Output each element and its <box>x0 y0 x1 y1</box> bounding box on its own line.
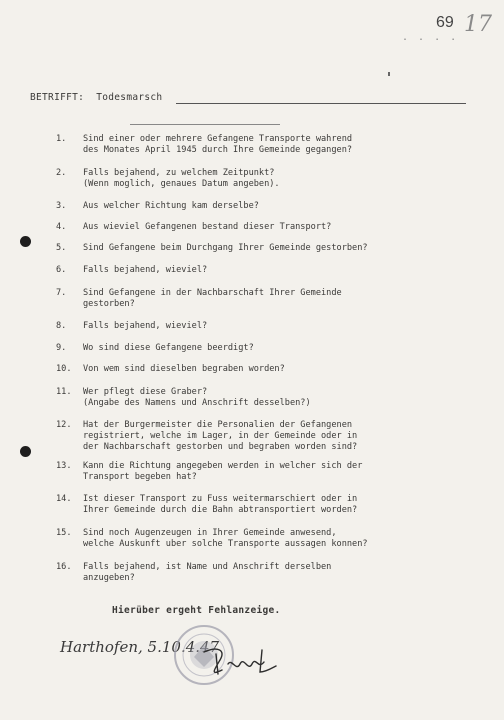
question-item <box>56 288 446 310</box>
place-date-handwritten: Harthofen, 5.10.4.47 <box>60 638 220 656</box>
question-number: 6. <box>56 265 67 275</box>
question-number: 3. <box>56 201 67 211</box>
question-text: Von wem sind dieselben begraben worden? <box>83 364 285 374</box>
question-number: 1. <box>56 134 67 144</box>
punch-hole-icon <box>20 446 31 457</box>
question-item <box>56 201 446 212</box>
question-number: 7. <box>56 288 67 298</box>
question-text: Kann die Richtung angegeben werden in welcher sich der Transport begeben hat? <box>83 461 363 482</box>
question-item <box>56 562 446 584</box>
question-number: 10. <box>56 364 72 374</box>
question-item <box>56 387 446 409</box>
question-text: Aus welcher Richtung kam derselbe? <box>83 201 259 211</box>
question-text: Falls bejahend, zu welchem Zeitpunkt? (Wenn moglich, genaues Datum angeben). <box>83 168 280 189</box>
subject-underline <box>176 103 466 104</box>
question-number: 8. <box>56 321 67 331</box>
closing-statement: Hierüber ergeht Fehlanzeige. <box>112 605 281 616</box>
question-text: Hat der Burgermeister die Personalien der Gefangenen registriert, welche im Lager, in der Gemeinde oder in der Nachbarschaft gestorben und begraben worden sind? <box>83 420 358 452</box>
question-text: Ist dieser Transport zu Fuss weitermarschiert oder in Ihrer Gemeinde durch die Bahn abtransportiert worden? <box>83 494 358 515</box>
speck-mark <box>388 72 390 76</box>
page-number: 69 <box>436 14 454 31</box>
question-number: 4. <box>56 222 67 232</box>
question-number: 14. <box>56 494 72 504</box>
faint-marks: . . . . <box>402 32 459 43</box>
question-item <box>56 420 446 453</box>
question-number: 16. <box>56 562 72 572</box>
separator-line <box>130 124 280 125</box>
question-text: Sind Gefangene beim Durchgang Ihrer Gemeinde gestorben? <box>83 243 368 253</box>
question-text: Sind einer oder mehrere Gefangene Transporte wahrend des Monates April 1945 durch Ihre Gemeinde gegangen? <box>83 134 353 155</box>
subject-text: Todesmarsch <box>96 92 163 103</box>
question-item <box>56 168 446 190</box>
question-number: 2. <box>56 168 67 178</box>
question-number: 15. <box>56 528 72 538</box>
question-number: 13. <box>56 461 72 471</box>
question-item <box>56 461 446 483</box>
question-text: Falls bejahend, ist Name und Anschrift derselben anzugeben? <box>83 562 332 583</box>
question-text: Sind Gefangene in der Nachbarschaft Ihrer Gemeinde gestorben? <box>83 288 342 309</box>
question-item <box>56 343 446 354</box>
subject-line <box>30 92 162 103</box>
handwritten-page-number: 17 <box>464 12 492 37</box>
question-item <box>56 364 446 375</box>
question-text: Sind noch Augenzeugen in Ihrer Gemeinde anwesend, welche Auskunft uber solche Transporte aussagen konnen? <box>83 528 368 549</box>
question-text: Wer pflegt diese Graber? (Angabe des Namens und Anschrift desselben?) <box>83 387 311 408</box>
question-number: 11. <box>56 387 72 397</box>
subject-label: BETRIFFT: <box>30 92 85 103</box>
question-item <box>56 321 446 332</box>
question-text: Falls bejahend, wieviel? <box>83 321 208 331</box>
question-item <box>56 222 446 233</box>
question-number: 12. <box>56 420 72 430</box>
question-item <box>56 265 446 276</box>
question-number: 9. <box>56 343 67 353</box>
question-item <box>56 243 446 254</box>
question-item <box>56 528 446 550</box>
question-item <box>56 134 446 156</box>
question-number: 5. <box>56 243 67 253</box>
question-item <box>56 494 446 516</box>
punch-hole-icon <box>20 236 31 247</box>
question-text: Aus wieviel Gefangenen bestand dieser Transport? <box>83 222 332 232</box>
question-text: Falls bejahend, wieviel? <box>83 265 208 275</box>
question-text: Wo sind diese Gefangene beerdigt? <box>83 343 254 353</box>
signature-icon <box>200 642 280 682</box>
